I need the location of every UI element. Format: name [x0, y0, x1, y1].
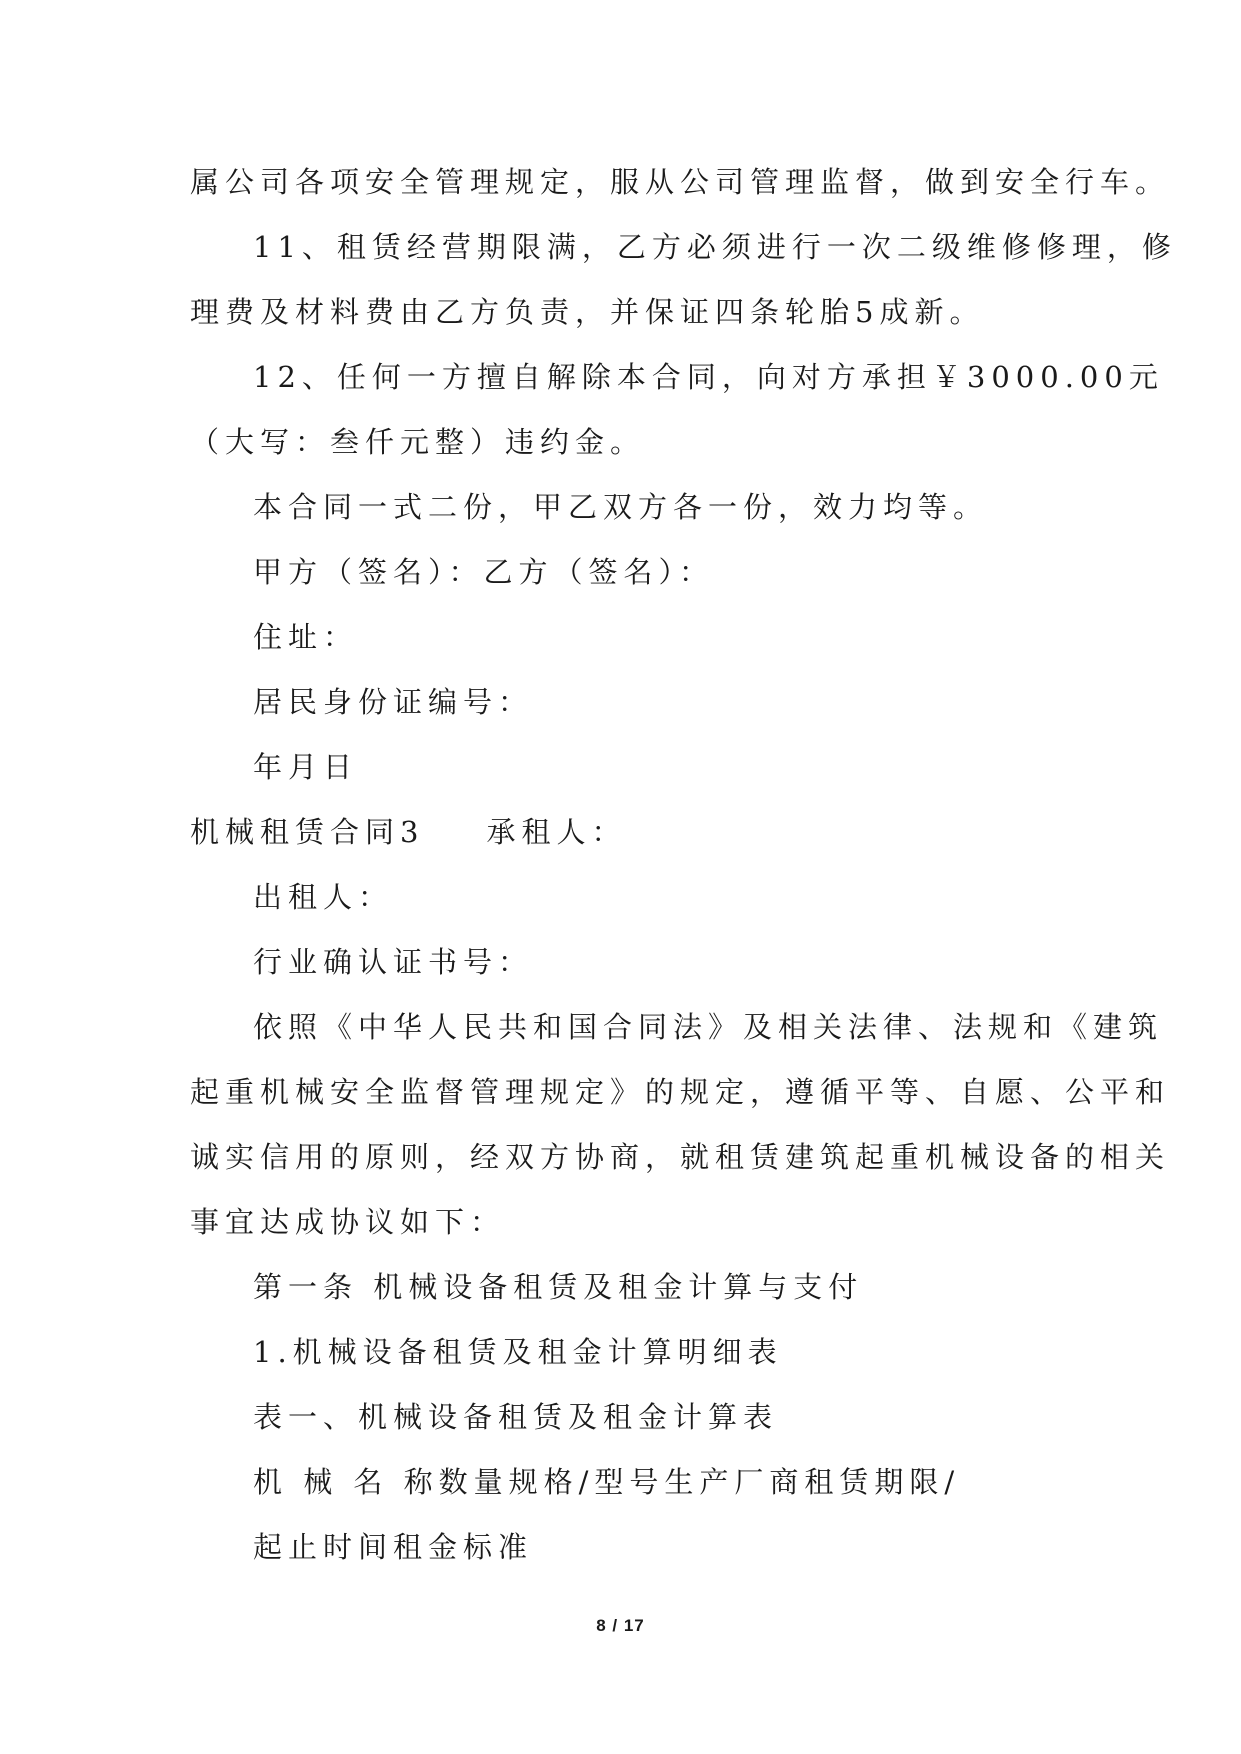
date-line: 年月日 — [253, 750, 359, 784]
lessor-line: 出租人： — [253, 880, 394, 914]
id-number-line: 居民身份证编号： — [253, 685, 534, 719]
address-line: 住址： — [253, 620, 359, 654]
paragraph-line: 事宜达成协议如下： — [190, 1205, 506, 1239]
certificate-line: 行业确认证书号： — [253, 945, 534, 979]
section-heading: 1.机械设备租赁及租金计算明细表 — [253, 1335, 783, 1369]
contract-title: 机械租赁合同3 — [190, 815, 425, 849]
document-body — [190, 150, 1177, 1580]
signature-line: 甲方（签名）：乙方（签名）： — [253, 555, 715, 589]
paragraph-line: 12、任何一方擅自解除本合同，向对方承担￥3000.00元 — [253, 360, 1164, 394]
lessee-label: 承租人： — [486, 815, 627, 849]
paragraph-line: 属公司各项安全管理规定，服从公司管理监督，做到安全行车。 — [190, 165, 1171, 199]
contract-heading-line — [190, 800, 1070, 865]
page-number: 8 / 17 — [596, 1616, 645, 1635]
article-heading: 第一条 机械设备租赁及租金计算与支付 — [253, 1270, 864, 1304]
paragraph-line: 理费及材料费由乙方负责，并保证四条轮胎5成新。 — [190, 295, 985, 329]
paragraph-line: （大写：叁仟元整）违约金。 — [190, 425, 646, 459]
table-header-line: 机 械 名 称数量规格/型号生产厂商租赁期限/ — [253, 1465, 961, 1499]
paragraph-line: 起重机械安全监督管理规定》的规定，遵循平等、自愿、公平和 — [190, 1075, 1171, 1109]
paragraph-line: 诚实信用的原则，经双方协商，就租赁建筑起重机械设备的相关 — [190, 1140, 1171, 1174]
paragraph-line: 本合同一式二份，甲乙双方各一份，效力均等。 — [253, 490, 989, 524]
table-header-line: 起止时间租金标准 — [253, 1530, 534, 1564]
paragraph-line: 11、租赁经营期限满，乙方必须进行一次二级维修修理，修 — [253, 230, 1177, 264]
paragraph-line: 依照《中华人民共和国合同法》及相关法律、法规和《建筑 — [253, 1010, 1164, 1044]
table-caption: 表一、机械设备租赁及租金计算表 — [253, 1400, 779, 1434]
